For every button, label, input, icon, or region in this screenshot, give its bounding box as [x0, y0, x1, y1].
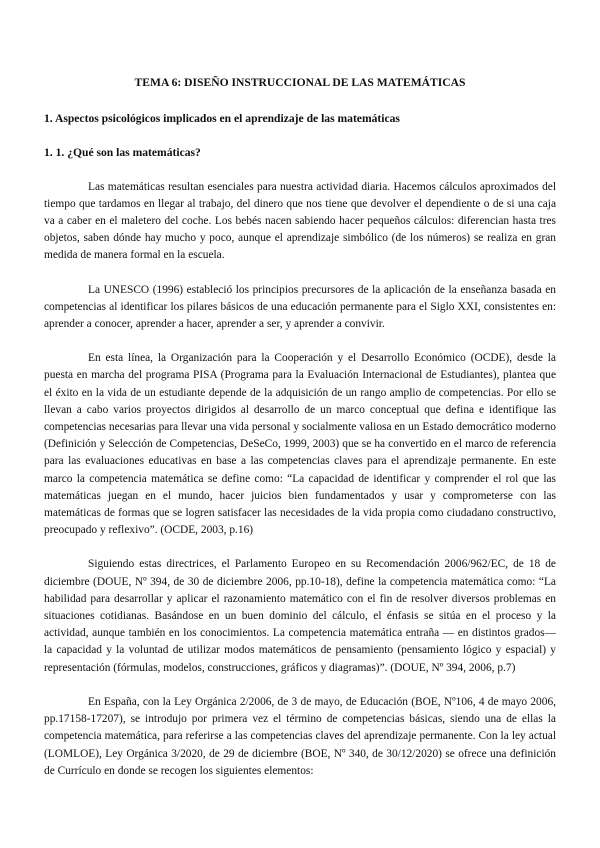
paragraph-4: Siguiendo estas directrices, el Parlamento Europeo en su Recomendación 2006/962/EC, de 18 de diciembre (DOUE, Nº 394, de 30 de diciembre 2006, pp.10-18), define la competencia matemática como: “La habilidad para desarrollar y aplicar el razonamiento matemático con el fin de resolver diversos problemas en situaciones cotidianas. Basándose en un buen dominio del cálculo, el énfasis se sitúa en el proceso y la actividad, aunque también en los conocimientos. La competencia matemática entraña — en distintos grados— la capacidad y la voluntad de utilizar modos matemáticos de pensamiento (pensamiento lógico y espacial) y representación (fórmulas, modelos, construcciones, gráficos y diagramas)”. (DOUE, Nº 394, 2006, p.7): [44, 558, 556, 674]
section-heading: 1. Aspectos psicológicos implicados en el aprendizaje de las matemáticas: [44, 112, 400, 126]
document-title: TEMA 6: DISEÑO INSTRUCCIONAL DE LAS MATEMÁTICAS: [134, 76, 466, 89]
paragraph-5: En España, con la Ley Orgánica 2/2006, de 3 de mayo, de Educación (BOE, Nº106, 4 de mayo 2006, pp.17158-17207), se introdujo por primera vez el término de competencias básicas, siendo una de ellas la competencia matemática, para referirse a las competencias claves del aprendizaje permanente. Con la ley actual (LOMLOE), Ley Orgánica 3/2020, de 29 de diciembre (BOE, Nº 340, de 30/12/2020) se ofrece una definición de Currículo en donde se recogen los siguientes elementos:: [44, 695, 556, 777]
subsection-heading: 1. 1. ¿Qué son las matemáticas?: [44, 146, 201, 160]
paragraph-1: Las matemáticas resultan esenciales para nuestra actividad diaria. Hacemos cálculos aproximados del tiempo que tardamos en llegar al trabajo, del dinero que nos tiene que devolver el dependiente o de si una caja va a caber en el maletero del coche. Los bebés nacen sabiendo hacer pequeños cálculos: diferencian hasta tres objetos, saben dónde hay mucho y poco, aunque el aprendizaje simbólico (de los números) se realiza en gran medida de manera formal en la escuela.: [44, 180, 556, 262]
paragraph-2: La UNESCO (1996) estableció los principios precursores de la aplicación de la enseñanza basada en competencias al identificar los pilares básicos de una educación permanente para el Siglo XXI, consistentes en: aprender a conocer, aprender a hacer, aprender a ser, y aprender a convivir.: [44, 283, 556, 331]
paragraph-3: En esta línea, la Organización para la Cooperación y el Desarrollo Económico (OCDE), desde la puesta en marcha del programa PISA (Programa para la Evaluación Internacional de Estudiantes), plantea que el éxito en la vida de un estudiante depende de la adquisición de un rango amplio de competencias. Por ello se llevan a cabo varios proyectos dirigidos al desarrollo de un marco conceptual que defina e identifique las competencias necesarias para llevar una vida personal y socialmente valiosa en un Estado democrático moderno (Definición y Selección de Competencias, DeSeCo, 1999, 2003) que se ha convertido en el marco de referencia para las evaluaciones educativas en base a las competencias claves para el aprendizaje permanente. En este marco la competencia matemática se define como: “La capacidad de identificar y comprender el rol que las matemáticas juegan en el mundo, hacer juicios bien fundamentados y usar y comprometerse con las matemáticas de formas que se logren satisfacer las necesidades de la vida propia como ciudadano constructivo, preocupado y reflexivo”. (OCDE, 2003, p.16): [44, 352, 556, 537]
